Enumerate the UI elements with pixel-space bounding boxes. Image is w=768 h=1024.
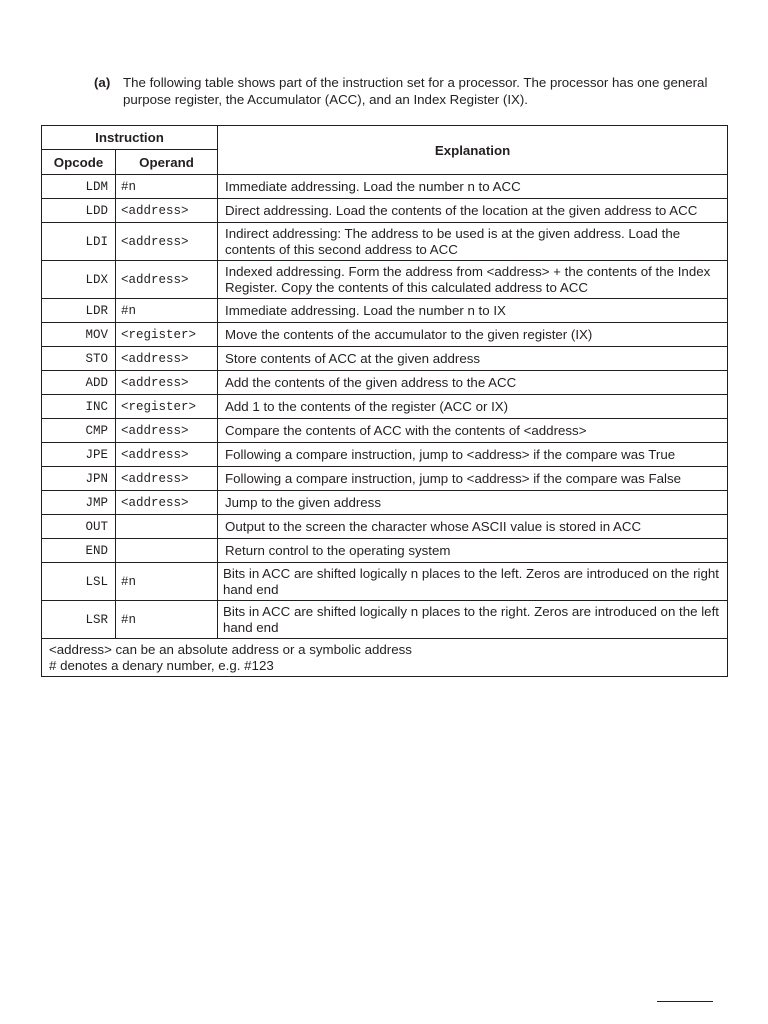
table-row [42,395,728,419]
explanation-cell: Following a compare instruction, jump to <address> if the compare was True [218,443,728,467]
operand-cell: <address> [116,491,218,515]
opcode-cell: LDX [42,261,116,299]
table-row [42,491,728,515]
opcode-cell: JPN [42,467,116,491]
explanation-cell: Indirect addressing: The address to be used is at the given address. Load the contents of this second address to ACC [218,223,728,261]
opcode-cell: LDD [42,199,116,223]
operand-cell [116,515,218,539]
operand-cell: <register> [116,323,218,347]
note-line: <address> can be an absolute address or a symbolic address [49,641,412,657]
opcode-cell: LDR [42,299,116,323]
table-row [42,539,728,563]
opcode-cell: MOV [42,323,116,347]
header-operand: Operand [116,150,218,175]
explanation-cell: Return control to the operating system [218,539,728,563]
page-footer-rule [657,1001,713,1002]
opcode-cell: LDM [42,175,116,199]
explanation-cell: Following a compare instruction, jump to <address> if the compare was False [218,467,728,491]
table-row [42,515,728,539]
explanation-cell: Store contents of ACC at the given address [218,347,728,371]
explanation-cell: Immediate addressing. Load the number n to IX [218,299,728,323]
table-row [42,223,728,261]
opcode-cell: OUT [42,515,116,539]
explanation-cell: Output to the screen the character whose ASCII value is stored in ACC [218,515,728,539]
operand-cell: #n [116,563,218,601]
opcode-cell: STO [42,347,116,371]
table-row [42,371,728,395]
operand-cell: <address> [116,443,218,467]
opcode-cell: ADD [42,371,116,395]
opcode-cell: LDI [42,223,116,261]
explanation-cell: Jump to the given address [218,491,728,515]
question-part-label: (a) [94,75,111,90]
table-row [42,563,728,601]
operand-cell: <register> [116,395,218,419]
header-opcode: Opcode [42,150,116,175]
opcode-cell: JPE [42,443,116,467]
explanation-cell: Compare the contents of ACC with the contents of <address> [218,419,728,443]
operand-cell: #n [116,175,218,199]
table-notes-row [42,639,728,677]
table-row [42,419,728,443]
table-row [42,601,728,639]
operand-cell: <address> [116,199,218,223]
operand-cell: <address> [116,347,218,371]
question-intro-text: The following table shows part of the instruction set for a processor. The processor has one general purpose register, the Accumulator (ACC), and an Index Register (IX). [123,75,708,107]
table-row [42,175,728,199]
operand-cell: <address> [116,419,218,443]
operand-cell: <address> [116,371,218,395]
table-row [42,347,728,371]
explanation-cell: Direct addressing. Load the contents of the location at the given address to ACC [218,199,728,223]
opcode-cell: END [42,539,116,563]
opcode-cell: CMP [42,419,116,443]
explanation-cell: Add 1 to the contents of the register (ACC or IX) [218,395,728,419]
table-row [42,261,728,299]
table-row [42,323,728,347]
explanation-cell: Immediate addressing. Load the number n to ACC [218,175,728,199]
opcode-cell: LSL [42,563,116,601]
operand-cell: #n [116,601,218,639]
table-row [42,199,728,223]
explanation-cell: Bits in ACC are shifted logically n places to the right. Zeros are introduced on the left hand end [218,601,728,639]
opcode-cell: INC [42,395,116,419]
table-notes [42,639,728,677]
explanation-cell: Bits in ACC are shifted logically n places to the left. Zeros are introduced on the right hand end [218,563,728,601]
operand-cell: <address> [116,223,218,261]
explanation-cell: Add the contents of the given address to the ACC [218,371,728,395]
note-line: # denotes a denary number, e.g. #123 [49,657,274,673]
instruction-set-table [41,125,728,677]
opcode-cell: JMP [42,491,116,515]
header-instruction: Instruction [42,126,218,150]
operand-cell: #n [116,299,218,323]
table-row [42,467,728,491]
explanation-cell: Indexed addressing. Form the address from <address> + the contents of the Index Register. Copy the contents of this calculated address to ACC [218,261,728,299]
header-explanation: Explanation [218,126,728,175]
question-intro [94,75,734,108]
table-row [42,299,728,323]
opcode-cell: LSR [42,601,116,639]
operand-cell: <address> [116,467,218,491]
explanation-cell: Move the contents of the accumulator to the given register (IX) [218,323,728,347]
operand-cell [116,539,218,563]
operand-cell: <address> [116,261,218,299]
table-row [42,443,728,467]
